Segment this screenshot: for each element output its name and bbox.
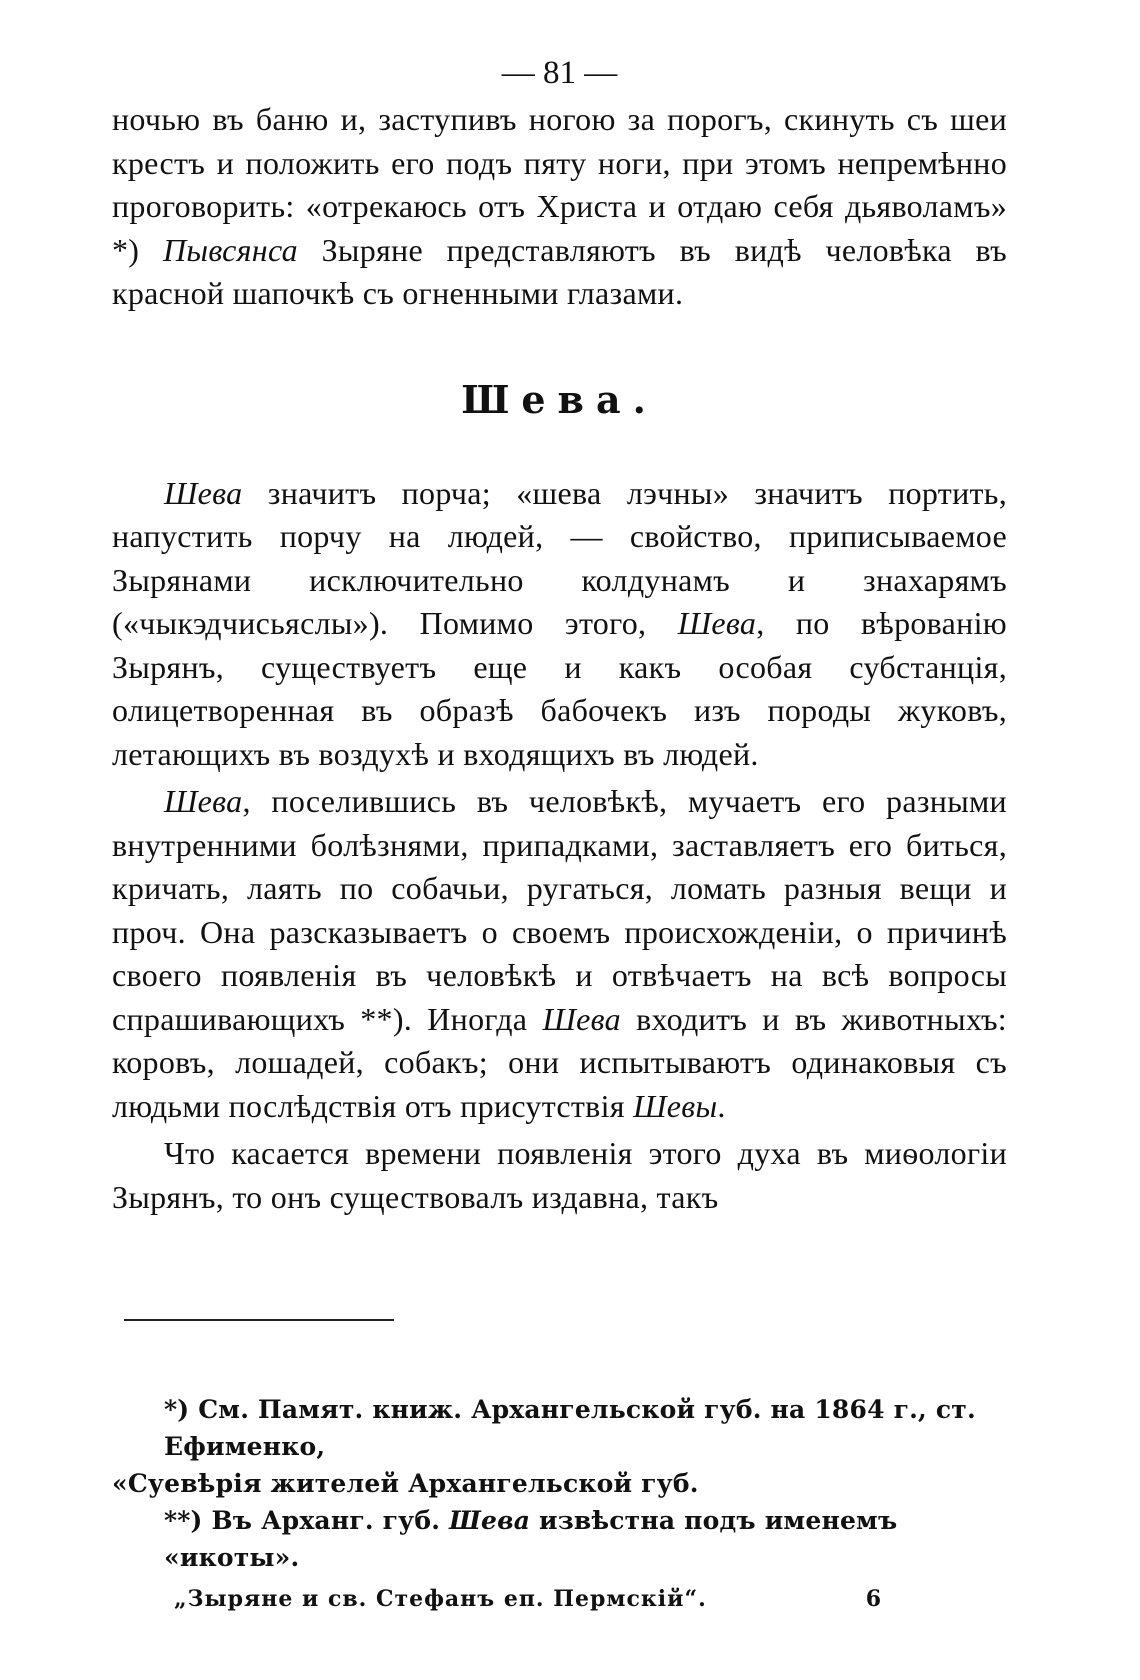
footnote-2-before: **) Въ Арханг. губ.: [164, 1506, 450, 1535]
footnote-2-after: извѣстна подъ именемъ «икоты».: [164, 1506, 898, 1572]
signature-row: [112, 1586, 1007, 1612]
paragraph-1-seg-3: , по вѣрованію Зырянъ, существуетъ еще и какъ особая субстанція, олицетворенная въ образѣ бабочекъ изъ породы жуковъ, летающихъ въ воздухѣ и входящихъ въ людей.: [112, 605, 1007, 772]
intro-italic-name: Пывсянса: [162, 231, 298, 268]
paragraph-2-seg-4: Шевы: [633, 1087, 718, 1124]
book-page: [112, 48, 1007, 1648]
paragraph-1-seg-2: Шева: [677, 605, 757, 641]
intro-text-after: Зыряне представляютъ въ видѣ человѣка въ красной шапочкѣ съ огненными глазами.: [112, 231, 1007, 311]
paragraph-1: [112, 472, 1007, 777]
paragraph-2-seg-1: , поселившись въ человѣкѣ, мучаетъ его разными внутренними болѣзнями, припадками, заставляетъ его биться, кричать, лаять по собачьи, ругаться, ломать разныя вещи и проч. Она разсказываетъ о своемъ происхожденіи, о причинѣ своего появленія въ человѣкѣ и отвѣчаетъ на всѣ вопросы спрашивающихъ **). Иногда: [112, 783, 1007, 1037]
paragraph-2-seg-0: Шева: [164, 783, 243, 819]
paragraph-1-seg-0: Шева: [164, 474, 243, 511]
paragraph-2: [112, 780, 1007, 1128]
footnote-1: *) См. Памят. книж. Архангельской губ. на 1864 г., ст. Ефименко,: [164, 1395, 976, 1461]
signature-title: „Зыряне и св. Стефанъ еп. Пермскій“.: [174, 1586, 707, 1612]
paragraph-2-seg-5: .: [717, 1087, 726, 1124]
footnote-divider: [124, 1319, 394, 1321]
paragraph-3: [112, 1132, 1007, 1219]
footnote-2-italic: Шева: [449, 1506, 531, 1535]
paragraph-3-seg-0: Что касается времени появленія этого духа въ миѳологіи Зырянъ, то онъ существовалъ издавна, такъ: [112, 1135, 1007, 1215]
sheet-number: 6: [865, 1586, 882, 1612]
intro-paragraph: [112, 98, 1007, 316]
footnote-1-continuation: «Суевѣрія жителей Архангельской губ.: [112, 1469, 699, 1498]
paragraph-2-seg-3: входитъ и въ животныхъ: коровъ, лошадей, собакъ; они испытываютъ одинаковыя съ людьми послѣдствія отъ присутствія: [112, 1000, 1007, 1124]
intro-text-before: ночью въ баню и, заступивъ ногою за порогъ, скинуть съ шеи крестъ и положить его подъ пяту ноги, при этомъ непремѣнно проговорить: «отрекаюсь отъ Христа и отдаю себя дьяволамъ» *): [112, 101, 1007, 268]
page-number: — 81 —: [501, 55, 618, 91]
paragraph-2-seg-2: Шева: [542, 1000, 621, 1037]
footnotes: [112, 1391, 1007, 1576]
paragraph-1-seg-1: значитъ порча; «шева лэчны» значитъ портить, напустить порчу на людей, — свойство, приписываемое Зырянами исключительно колдунамъ и знахарямъ («чыкэдчисьяслы»). Помимо этого,: [112, 474, 1007, 641]
section-title: Шева.: [461, 376, 658, 422]
footnote-2: [112, 1502, 1007, 1576]
